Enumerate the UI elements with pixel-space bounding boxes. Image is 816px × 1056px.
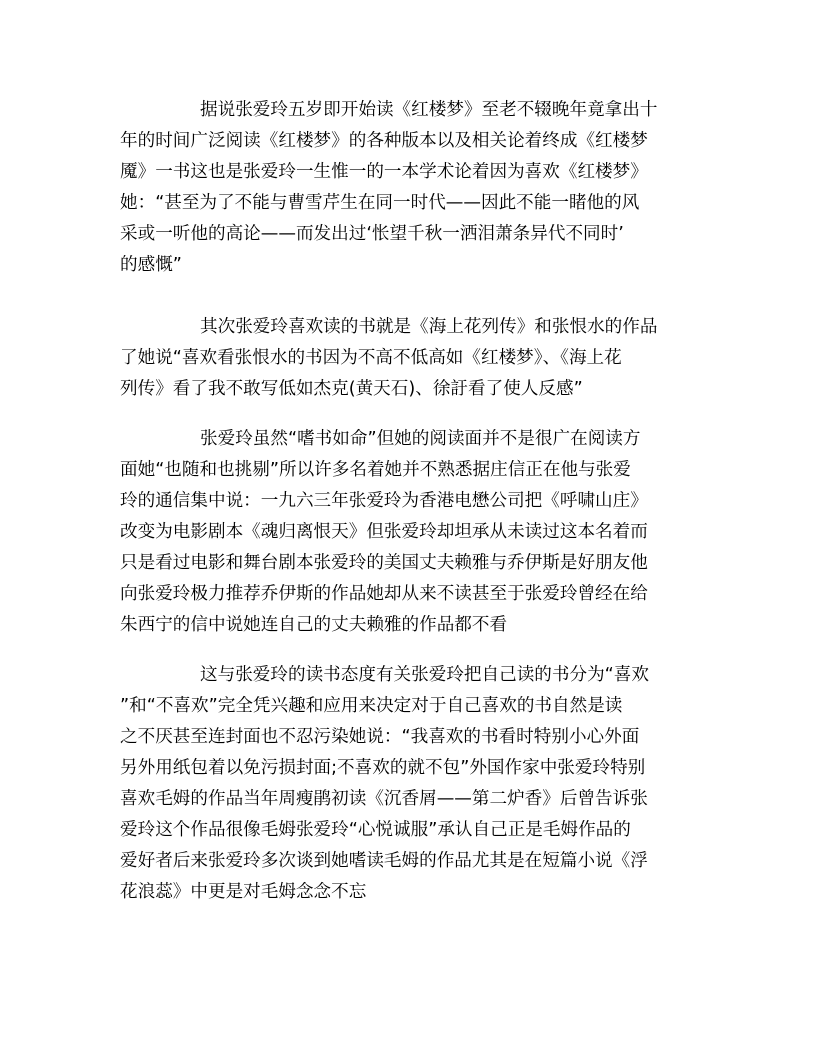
paragraph-4-line-4: 另外用纸包着以免污损封面;不喜欢的就不包”外国作家中张爱玲特别 bbox=[120, 758, 646, 778]
paragraph-3-line-4: 改变为电影剧本《魂归离恨天》但张爱玲却坦承从未读过这本名着而 bbox=[120, 522, 648, 542]
paragraph-4-line-2: ”和“不喜欢”完全凭兴趣和应用来决定对于自己喜欢的书自然是读 bbox=[120, 696, 623, 716]
paragraph-2-line-3: 列传》看了我不敢写低如杰克(黄天石)、徐訏看了使人反感” bbox=[120, 379, 583, 399]
paragraph-4-line-8: 花浪蕊》中更是对毛姆念念不忘 bbox=[120, 882, 367, 902]
paragraph-3-line-2: 面她“也随和也挑剔”所以许多名着她并不熟悉据庄信正在他与张爱 bbox=[120, 460, 631, 480]
paragraph-4-line-3: 之不厌甚至连封面也不忍污染她说：“我喜欢的书看时特别小心外面 bbox=[120, 727, 640, 747]
paragraph-3-line-1: 张爱玲虽然“嗜书如命”但她的阅读面并不是很广在阅读方 bbox=[200, 429, 641, 449]
paragraph-4-line-1: 这与张爱玲的读书态度有关张爱玲把自己读的书分为“喜欢 bbox=[200, 665, 649, 685]
paragraph-1-line-6: 的感慨” bbox=[120, 255, 182, 275]
paragraph-3-line-5: 只是看过电影和舞台剧本张爱玲的美国丈夫赖雅与乔伊斯是好朋友他 bbox=[120, 553, 648, 573]
paragraph-1-line-4: 她：“甚至为了不能与曹雪芹生在同一时代——因此不能一睹他的风 bbox=[120, 193, 640, 213]
paragraph-1-line-5: 采或一听他的高论——而发出过‘怅望千秋一洒泪萧条异代不同时’ bbox=[120, 224, 624, 244]
paragraph-3-line-6: 向张爱玲极力推荐乔伊斯的作品她却从来不读甚至于张爱玲曾经在给 bbox=[120, 584, 648, 604]
paragraph-2-line-2: 了她说“喜欢看张恨水的书因为不高不低高如《红楼梦》、《海上花 bbox=[120, 348, 622, 368]
paragraph-4-line-7: 爱好者后来张爱玲多次谈到她嗜读毛姆的作品尤其是在短篇小说《浮 bbox=[120, 851, 648, 871]
paragraph-4-line-6: 爱玲这个作品很像毛姆张爱玲“心悦诚服”承认自己正是毛姆作品的 bbox=[120, 820, 631, 840]
paragraph-3-line-7: 朱西宁的信中说她连自己的丈夫赖雅的作品都不看 bbox=[120, 615, 508, 635]
paragraph-3-line-3: 玲的通信集中说：一九六三年张爱玲为香港电懋公司把《呼啸山庄》 bbox=[120, 491, 648, 511]
paragraph-1-line-2: 年的时间广泛阅读《红楼梦》的各种版本以及相关论着终成《红楼梦 bbox=[120, 131, 648, 151]
paragraph-1-line-1: 据说张爱玲五岁即开始读《红楼梦》至老不辍晚年竟拿出十 bbox=[200, 100, 658, 120]
paragraph-1-line-3: 魇》一书这也是张爱玲一生惟一的一本学术论着因为喜欢《红楼梦》 bbox=[120, 162, 648, 182]
paragraph-2-line-1: 其次张爱玲喜欢读的书就是《海上花列传》和张恨水的作品 bbox=[200, 317, 658, 337]
paragraph-4-line-5: 喜欢毛姆的作品当年周瘦鹃初读《沉香屑——第二炉香》后曾告诉张 bbox=[120, 789, 648, 809]
